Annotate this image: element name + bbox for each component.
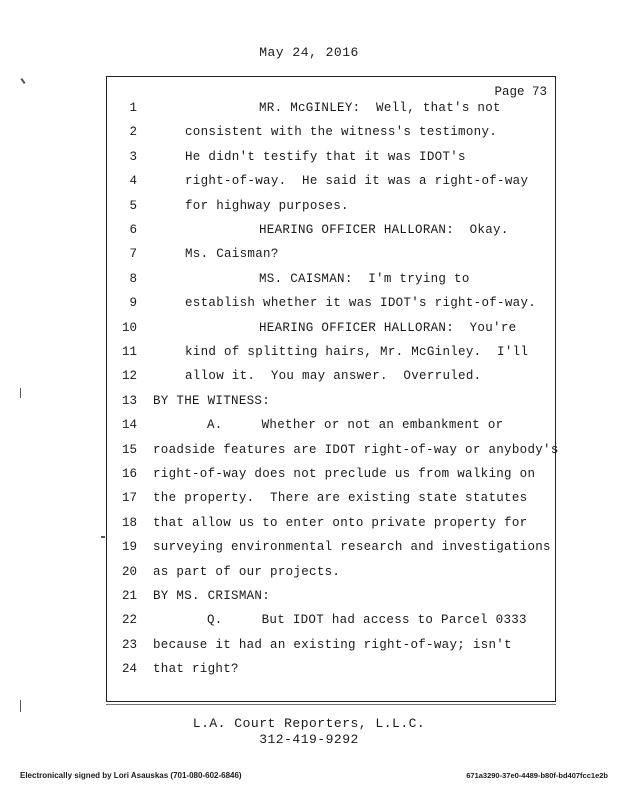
line-number: 21	[121, 589, 137, 603]
transcript-line	[107, 199, 557, 223]
transcript-line	[107, 321, 557, 345]
line-number: 23	[121, 637, 137, 652]
scan-mark	[20, 700, 21, 712]
transcript-date: May 24, 2016	[259, 45, 359, 60]
scan-mark	[101, 536, 105, 538]
line-number: 6	[129, 223, 137, 237]
transcript-line	[107, 589, 557, 613]
line-number: 4	[129, 174, 137, 189]
line-text: A. Whether or not an embankment or	[207, 418, 504, 433]
transcript-line	[107, 174, 557, 198]
line-text: surveying environmental research and investigations	[153, 540, 551, 555]
electronic-signature-note: Electronically signed by Lori Asauskas (701-080-602-6846)	[20, 771, 242, 780]
line-number: 2	[129, 125, 137, 140]
frame-bottom-shadow	[106, 704, 556, 707]
line-text: Q. But IDOT had access to Parcel 0333	[207, 613, 527, 628]
scan-mark	[20, 78, 25, 84]
line-number: 17	[121, 491, 137, 506]
line-text: MR. McGINLEY: Well, that's not	[259, 101, 501, 115]
transcript-line	[107, 345, 557, 369]
transcript-line	[107, 247, 557, 271]
line-number: 11	[121, 345, 137, 359]
line-text: Ms. Caisman?	[185, 247, 279, 262]
line-text: for highway purposes.	[185, 198, 349, 213]
line-number: 15	[121, 442, 137, 457]
transcript-line	[107, 467, 557, 491]
line-number: 1	[129, 101, 137, 115]
court-reporter-phone: 312-419-9292	[259, 732, 359, 747]
document-id: 671a3290-37e0-4489-b80f-bd407fcc1e2b	[466, 771, 608, 780]
transcript-line	[107, 540, 557, 564]
line-text: that allow us to enter onto private property for	[153, 515, 528, 530]
line-text: roadside features are IDOT right-of-way or anybody's	[153, 442, 559, 457]
line-text: right-of-way. He said it was a right-of-way	[185, 174, 529, 189]
transcript-line	[107, 613, 557, 637]
transcript-line	[107, 491, 557, 515]
transcript-line	[107, 101, 557, 125]
line-number: 7	[129, 247, 137, 262]
transcript-line	[107, 443, 557, 467]
line-number: 12	[121, 369, 137, 384]
transcript-line	[107, 662, 557, 686]
scan-mark	[20, 388, 21, 398]
line-number: 19	[121, 540, 137, 555]
page-number: Page 73	[494, 85, 547, 99]
line-text: HEARING OFFICER HALLORAN: Okay.	[259, 223, 509, 237]
transcript-page-frame	[106, 76, 559, 702]
line-number: 16	[121, 467, 137, 481]
line-text: MS. CAISMAN: I'm trying to	[259, 271, 470, 286]
line-number: 5	[129, 198, 137, 213]
line-number: 13	[121, 393, 137, 408]
line-number: 24	[121, 662, 137, 677]
line-text: consistent with the witness's testimony.	[185, 125, 498, 140]
transcript-line	[107, 125, 557, 149]
line-text: the property. There are existing state statutes	[153, 491, 528, 506]
line-text: kind of splitting hairs, Mr. McGinley. I'll	[185, 345, 529, 359]
line-number: 3	[129, 149, 137, 164]
line-number: 22	[121, 613, 137, 628]
line-text: establish whether it was IDOT's right-of-way.	[185, 296, 537, 311]
line-number: 10	[121, 320, 137, 335]
transcript-line	[107, 394, 557, 418]
transcript-line	[107, 369, 557, 393]
line-number: 9	[129, 296, 137, 311]
line-number: 14	[121, 418, 137, 433]
line-number: 20	[121, 564, 137, 579]
line-text: BY MS. CRISMAN:	[153, 589, 271, 603]
transcript-line	[107, 150, 557, 174]
line-number: 18	[121, 515, 137, 530]
transcript-line	[107, 296, 557, 320]
transcript-line	[107, 272, 557, 296]
transcript-line	[107, 516, 557, 540]
line-text: allow it. You may answer. Overruled.	[185, 369, 482, 384]
line-text: He didn't testify that it was IDOT's	[185, 149, 466, 164]
line-text: that right?	[153, 662, 239, 677]
line-text: HEARING OFFICER HALLORAN: You're	[259, 320, 517, 335]
line-text: because it had an existing right-of-way; isn't	[153, 637, 512, 652]
court-reporter-firm: L.A. Court Reporters, L.L.C.	[192, 716, 426, 731]
transcript-line	[107, 418, 557, 442]
transcript-line	[107, 638, 557, 662]
line-text: BY THE WITNESS:	[153, 393, 271, 408]
line-text: right-of-way does not preclude us from walking on	[153, 467, 536, 481]
transcript-line	[107, 223, 557, 247]
line-number: 8	[129, 271, 137, 286]
transcript-line	[107, 565, 557, 589]
line-text: as part of our projects.	[153, 564, 341, 579]
